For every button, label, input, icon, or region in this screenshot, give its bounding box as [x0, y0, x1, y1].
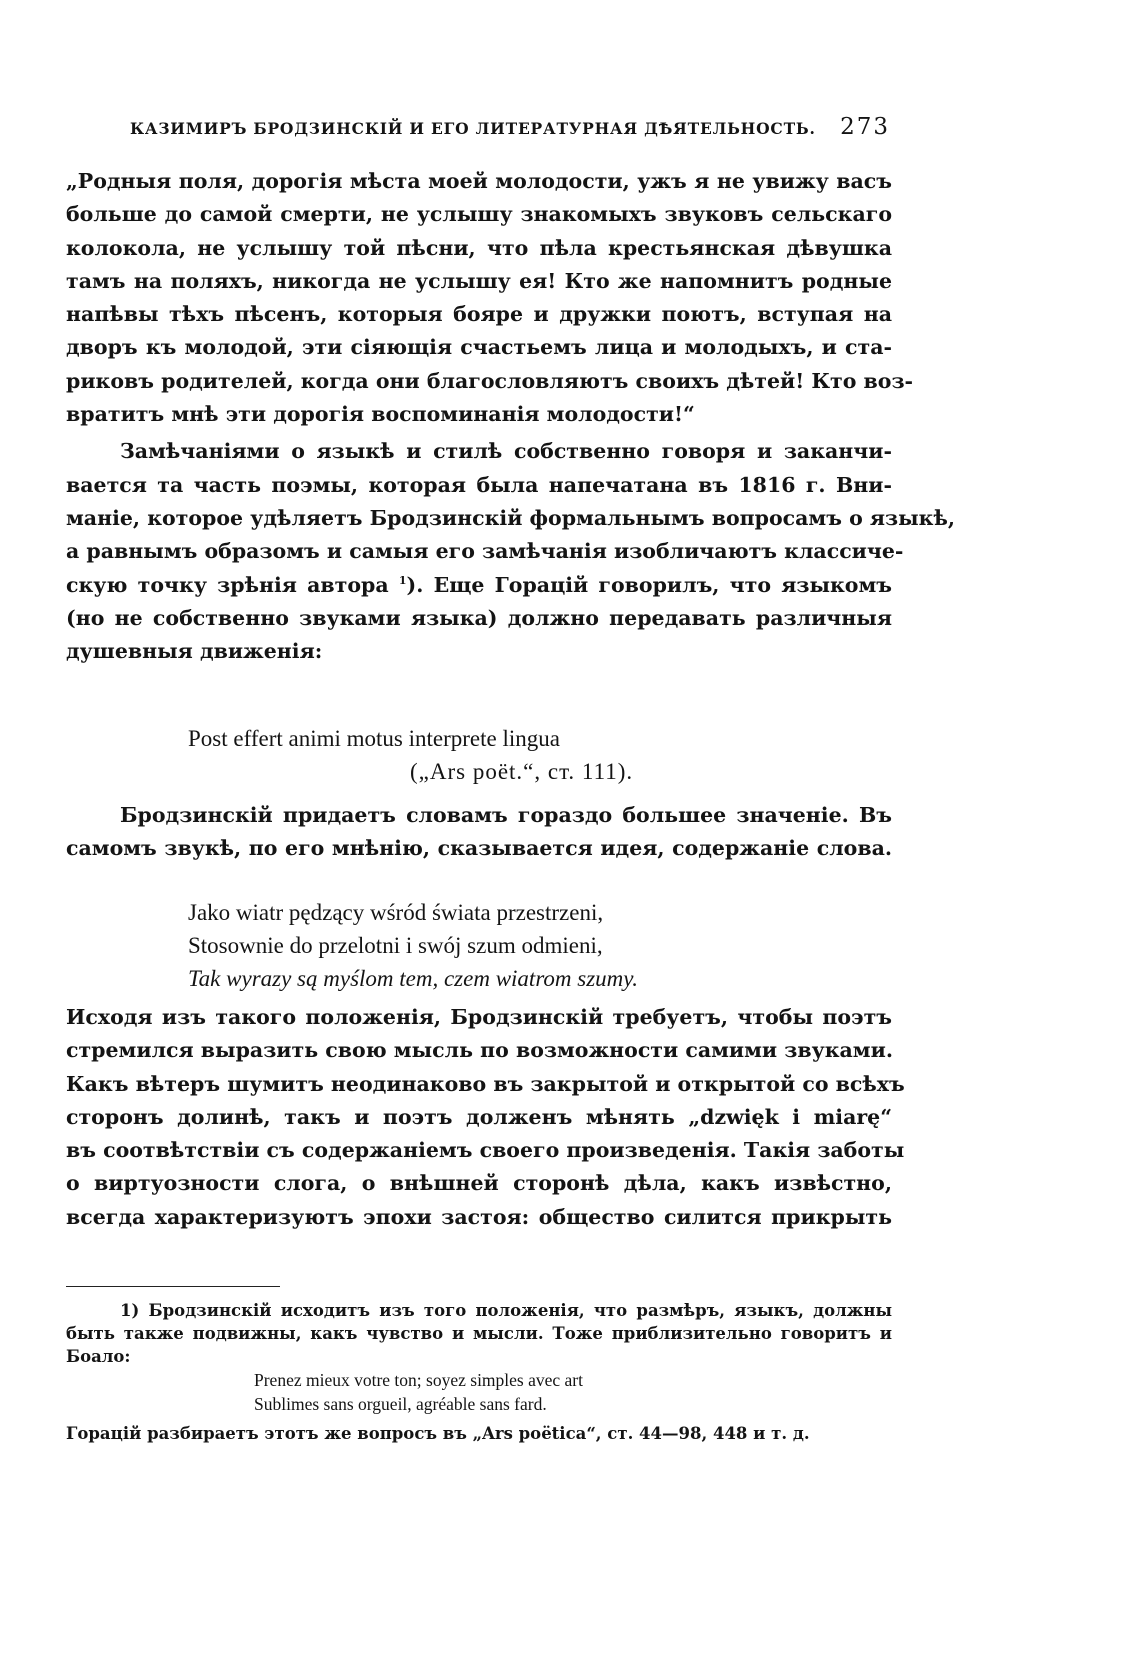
footnote-marker: 1): [120, 1301, 140, 1320]
text-line: больше до самой смерти, не услышу знакомыхъ звуковъ сельскаго: [66, 202, 892, 227]
text-line: (но не собственно звуками языка) должно передавать различныя: [66, 605, 892, 630]
sound-paragraph: [66, 799, 892, 866]
running-title: КАЗИМИРЪ БРОДЗИНСКІЙ И ЕГО ЛИТЕРАТУРНАЯ ДѢЯТЕЛЬНОСТЬ.: [130, 119, 816, 138]
text-line: Бродзинскій придаетъ словамъ гораздо большее значеніе. Въ: [120, 803, 892, 827]
footnote: [66, 1299, 892, 1445]
main-text: [66, 165, 956, 668]
text-line: вратитъ мнѣ эти дорогія воспоминанія молодости!“: [66, 402, 695, 427]
text-line: риковъ родителей, когда они благословляютъ своихъ дѣтей! Кто воз-: [66, 368, 914, 393]
text-line: маніе, которое удѣляетъ Бродзинскій формальнымъ вопросамъ о языкѣ,: [66, 505, 956, 530]
polish-verse: [188, 896, 638, 995]
text-line: вается та часть поэмы, которая была напечатана въ 1816 г. Вни-: [66, 472, 892, 497]
footnote-line: быть также подвижны, какъ чувство и мысли. Тоже приблизительно говоритъ и: [66, 1324, 892, 1343]
text-line: въ соотвѣтствіи съ содержаніемъ своего произведенія. Такія заботы: [66, 1138, 905, 1163]
text-line: Исходя изъ такого положенія, Бродзинскій требуетъ, чтобы поэтъ: [66, 1005, 892, 1029]
text-line: а равнымъ образомъ и самыя его замѣчанія изобличаютъ классиче-: [66, 539, 904, 564]
footnote-verse-line: Prenez mieux votre ton; soyez simples avec art: [254, 1370, 583, 1390]
text-line: о виртуозности слога, о внѣшней сторонѣ дѣла, какъ извѣстно,: [66, 1171, 892, 1196]
quote-paragraph: [66, 165, 914, 431]
text-fragment: ). Еще Горацій говорилъ, что языкомъ: [406, 572, 893, 597]
verse-line: Stosownie do przelotni i swój szum odmieni,: [188, 933, 603, 958]
running-header: [130, 114, 890, 140]
text-line: напѣвы тѣхъ пѣсенъ, которыя бояре и дружки поютъ, вступая на: [66, 302, 892, 327]
text-line: стремился выразить свою мысль по возможности самими звуками.: [66, 1038, 893, 1063]
footnote-verse-line: Sublimes sans orgueil, agréable sans fard.: [254, 1394, 547, 1414]
text-line: дворъ къ молодой, эти сіяющія счастьемъ лица и молодыхъ, и ста-: [66, 335, 892, 360]
text-line: колокола, не услышу той пѣсни, что пѣла крестьянская дѣвушка: [66, 235, 892, 260]
text-line: [66, 569, 892, 602]
footnote-ref: 1: [398, 573, 407, 587]
text-line: самомъ звукѣ, по его мнѣнію, сказывается идея, содержаніе слова.: [66, 836, 892, 861]
text-line: всегда характеризуютъ эпохи застоя: общество силится прикрыть: [66, 1204, 892, 1229]
latin-verse: Post effert animi motus interprete lingua: [188, 726, 560, 751]
verse-line: Tak wyrazy są myślom tem, czem wiatrom szumy.: [188, 966, 638, 991]
footnote-line: [66, 1299, 892, 1322]
verse-line: Jako wiatr pędzący wśród świata przestrzeni,: [188, 900, 604, 925]
footnote-text: Бродзинскій исходитъ изъ того положенія, что размѣръ, языкъ, должны: [148, 1301, 893, 1320]
text-line: тамъ на поляхъ, никогда не услышу ея! Кто же напомнитъ родные: [66, 268, 892, 293]
language-paragraph: [66, 435, 956, 668]
text-line: Замѣчаніями о языкѣ и стилѣ собственно говоря и заканчи-: [120, 439, 892, 464]
text-line: Какъ вѣтеръ шумитъ неодинаково въ закрытой и открытой со всѣхъ: [66, 1071, 905, 1096]
footnote-tail: Горацій разбираетъ этотъ же вопросъ въ „Ars poëtica“, ст. 44—98, 448 и т. д.: [66, 1424, 810, 1443]
text-line: „Родныя поля, дорогія мѣста моей молодости, ужъ я не увижу васъ: [66, 169, 892, 193]
text-line: сторонъ долинѣ, такъ и поэтъ долженъ мѣнять „dzwięk i miarę“: [66, 1104, 892, 1129]
latin-verse-source: („Ars poët.“, ст. 111).: [410, 759, 634, 784]
text-line: душевныя движенія:: [66, 639, 323, 664]
requirement-paragraph: [66, 1001, 905, 1234]
page-number: 273: [840, 114, 890, 140]
footnote-line: Боало:: [66, 1347, 131, 1366]
text-fragment: скую точку зрѣнія автора: [66, 572, 389, 597]
footnote-divider: [66, 1286, 280, 1287]
